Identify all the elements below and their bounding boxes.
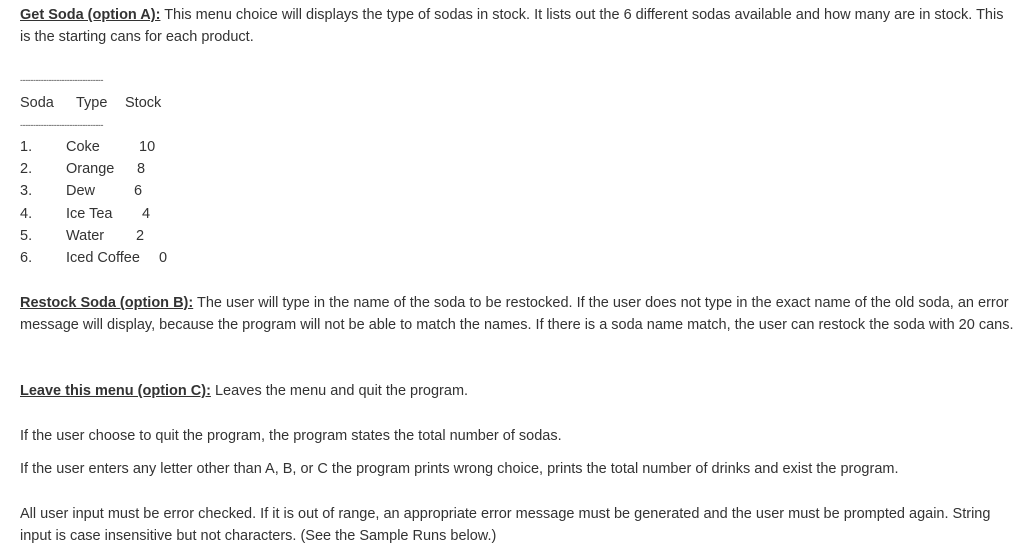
get-soda-paragraph xyxy=(20,4,1016,48)
soda-stock: 4 xyxy=(142,205,151,222)
row-number: 4. xyxy=(20,205,33,222)
get-soda-heading: Get Soda (option A): xyxy=(20,7,161,23)
soda-name: Orange xyxy=(66,161,115,178)
restock-paragraph xyxy=(20,292,1016,336)
quit-note: If the user choose to quit the program, the program states the total number of sodas. xyxy=(20,428,562,444)
soda-name: Ice Tea xyxy=(66,205,113,222)
row-number: 6. xyxy=(20,250,33,266)
row-number: 2. xyxy=(20,161,33,178)
soda-name: Coke xyxy=(66,139,100,155)
soda-name: Iced Coffee xyxy=(66,250,140,266)
header-type: Type xyxy=(76,95,108,111)
soda-stock: 2 xyxy=(136,227,145,244)
row-number: 5. xyxy=(20,227,33,244)
table-row xyxy=(0,158,300,180)
table-row xyxy=(0,136,300,158)
soda-stock: 0 xyxy=(159,250,168,266)
soda-stock: 6 xyxy=(134,183,143,200)
table-row xyxy=(0,225,300,247)
restock-text: The user will type in the name of the soda to be restocked. If the user does not type in the exact name of the old soda, an error message will display, because the program will not be able to match the names. If there is a soda name match, the user can restock the soda with 20 cans. xyxy=(20,295,1014,333)
get-soda-text: This menu choice will displays the type of sodas in stock. It lists out the 6 different sodas available and how many are in stock. This is the starting cans for each product. xyxy=(20,7,1004,45)
table-row xyxy=(0,247,300,269)
soda-stock: 10 xyxy=(139,139,156,155)
soda-stock: 8 xyxy=(137,161,146,178)
validation-note: All user input must be error checked. If it is out of range, an appropriate error message must be generated and the user must be prompted again. String input is case insensitive but not characters. (See the Sample Runs below.) xyxy=(20,506,991,544)
header-soda: Soda xyxy=(20,95,54,111)
leave-paragraph xyxy=(20,380,1016,402)
header-stock: Stock xyxy=(125,95,162,111)
table-header-divider: -------------------------------- xyxy=(20,120,104,130)
wrong-choice-note: If the user enters any letter other than A, B, or C the program prints wrong choice, prints the total number of drinks and exist the program. xyxy=(20,461,899,477)
leave-text: Leaves the menu and quit the program. xyxy=(210,383,469,399)
row-number: 3. xyxy=(20,183,33,200)
soda-name: Dew xyxy=(66,183,96,200)
table-row xyxy=(0,180,300,202)
table-row xyxy=(0,203,300,225)
table-top-divider: -------------------------------- xyxy=(20,75,104,85)
row-number: 1. xyxy=(20,139,33,155)
soda-name: Water xyxy=(66,227,105,244)
restock-heading: Restock Soda (option B): xyxy=(20,295,194,311)
leave-heading: Leave this menu (option C): xyxy=(20,383,211,399)
